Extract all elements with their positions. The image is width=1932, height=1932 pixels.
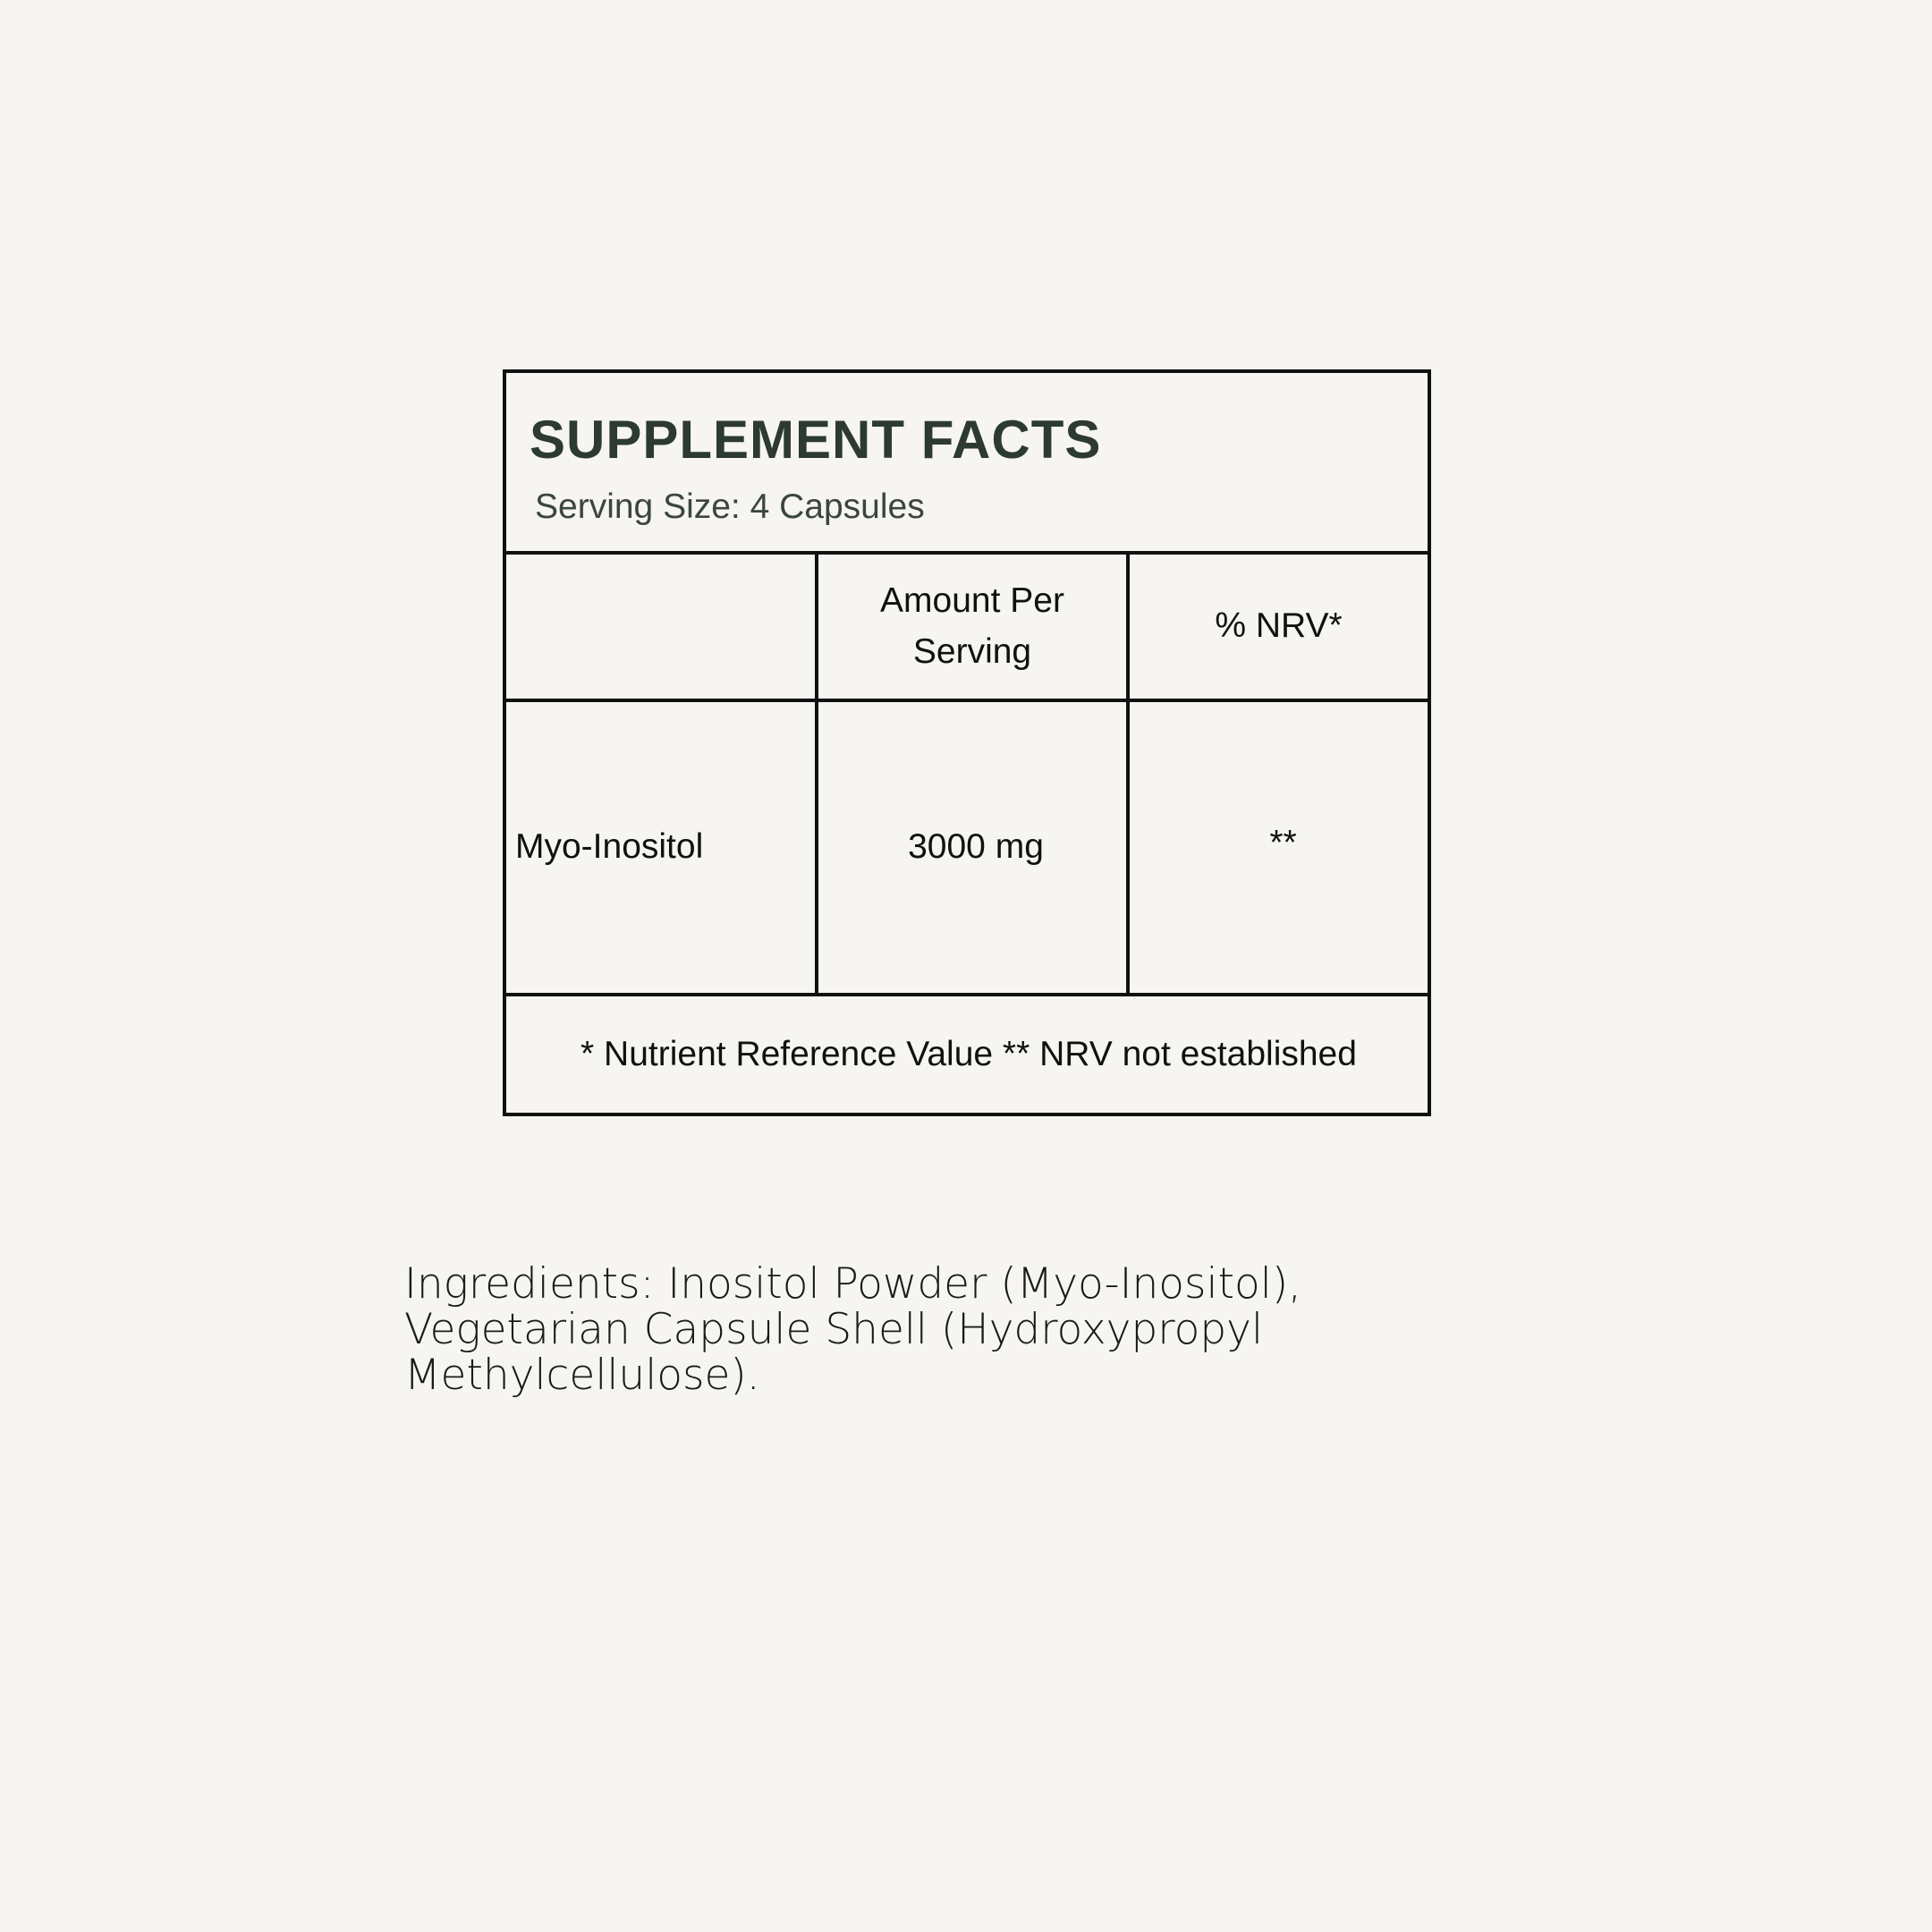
row-nrv: ** bbox=[1269, 824, 1297, 863]
column-header-amount: Amount Per Serving bbox=[880, 580, 1064, 671]
serving-size: Serving Size: 4 Capsules bbox=[535, 487, 925, 526]
supplement-facts-table bbox=[503, 369, 1431, 1116]
column-divider bbox=[1126, 555, 1130, 993]
row-amount: 3000 mg bbox=[908, 827, 1044, 867]
row-ingredient-name: Myo-Inositol bbox=[515, 827, 704, 867]
facts-footnote: * Nutrient Reference Value ** NRV not established bbox=[580, 1034, 1357, 1073]
column-divider bbox=[815, 555, 818, 993]
facts-header bbox=[506, 373, 1428, 555]
column-header-nrv: % NRV* bbox=[1215, 606, 1343, 646]
ingredients-text: Ingredients: Inositol Powder (Myo-Inositol), Vegetarian Capsule Shell (Hydroxypropyl Methylcellulose). bbox=[404, 1259, 1302, 1400]
facts-title: SUPPLEMENT FACTS bbox=[530, 410, 1102, 470]
column-header-ingredient bbox=[506, 555, 815, 699]
